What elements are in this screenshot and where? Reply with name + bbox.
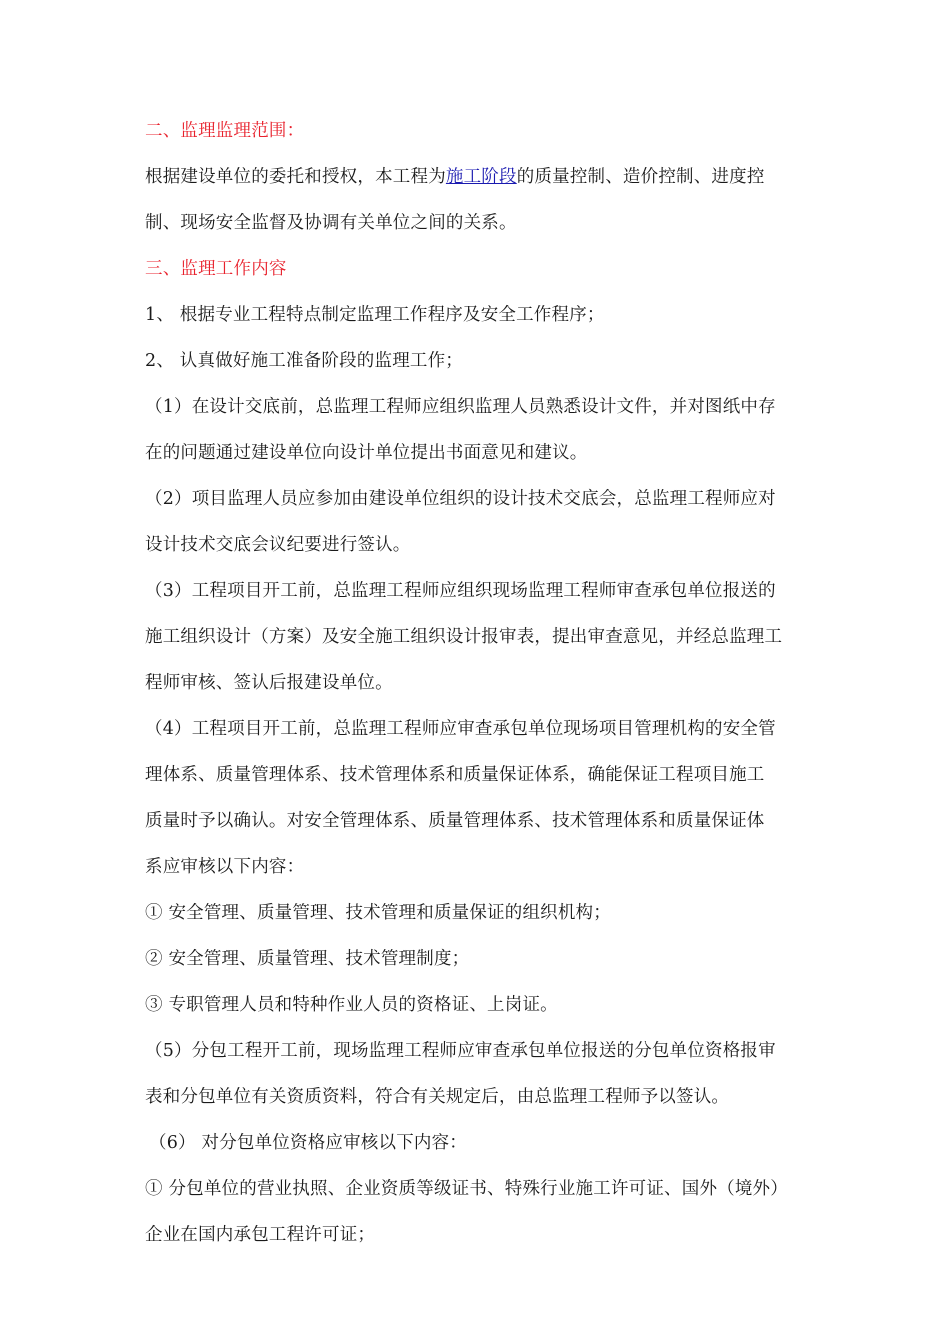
section-3-heading: 三、监理工作内容 (145, 259, 287, 279)
document-page (145, 108, 810, 1258)
section-2-paragraph-line-2: 制、现场安全监督及协调有关单位之间的关系。 (145, 213, 517, 233)
section-2-heading: 二、监理监理范围： (145, 121, 305, 141)
body-line: 程师审核、签认后报建设单位。 (145, 673, 393, 693)
body-line: 在的问题通过建设单位向设计单位提出书面意见和建议。 (145, 443, 588, 463)
body-line: 质量时予以确认。对安全管理体系、质量管理体系、技术管理体系和质量保证体 (145, 811, 765, 831)
body-line: （2）项目监理人员应参加由建设单位组织的设计技术交底会，总监理工程师应对 (145, 489, 776, 509)
section-2-paragraph-suffix: 的质量控制、造价控制、进度控 (516, 167, 765, 187)
body-line: 系应审核以下内容： (145, 857, 305, 877)
body-line: 施工组织设计（方案）及安全施工组织设计报审表，提出审查意见，并经总监理工 (145, 627, 783, 647)
body-line: （6） 对分包单位资格应审核以下内容： (149, 1133, 467, 1153)
body-line: 设计技术交底会议纪要进行签认。 (145, 535, 411, 555)
body-line: ③ 专职管理人员和特种作业人员的资格证、上岗证。 (145, 995, 558, 1015)
body-line: （5）分包工程开工前，现场监理工程师应审查承包单位报送的分包单位资格报审 (145, 1041, 776, 1061)
body-line: 企业在国内承包工程许可证； (145, 1225, 376, 1245)
body-line: 1、 根据专业工程特点制定监理工作程序及安全工作程序； (145, 305, 605, 325)
body-line: 表和分包单位有关资质资料，符合有关规定后，由总监理工程师予以签认。 (145, 1087, 730, 1107)
body-line: ① 分包单位的营业执照、企业资质等级证书、特殊行业施工许可证、国外（境外） (145, 1179, 788, 1199)
body-line: （3）工程项目开工前，总监理工程师应组织现场监理工程师审查承包单位报送的 (145, 581, 776, 601)
body-line: （4）工程项目开工前，总监理工程师应审查承包单位现场项目管理机构的安全管 (145, 719, 776, 739)
body-line: （1）在设计交底前，总监理工程师应组织监理人员熟悉设计文件，并对图纸中存 (145, 397, 776, 417)
section-2-paragraph-line-1 (145, 154, 810, 200)
body-line: ② 安全管理、质量管理、技术管理制度； (145, 949, 470, 969)
body-line: 理体系、质量管理体系、技术管理体系和质量保证体系，确能保证工程项目施工 (145, 765, 765, 785)
body-line: ① 安全管理、质量管理、技术管理和质量保证的组织机构； (145, 903, 611, 923)
construction-stage-link[interactable]: 施工阶段 (445, 167, 517, 187)
body-line: 2、 认真做好施工准备阶段的监理工作； (145, 351, 463, 371)
section-2-paragraph-prefix: 根据建设单位的委托和授权，本工程为 (145, 167, 446, 187)
